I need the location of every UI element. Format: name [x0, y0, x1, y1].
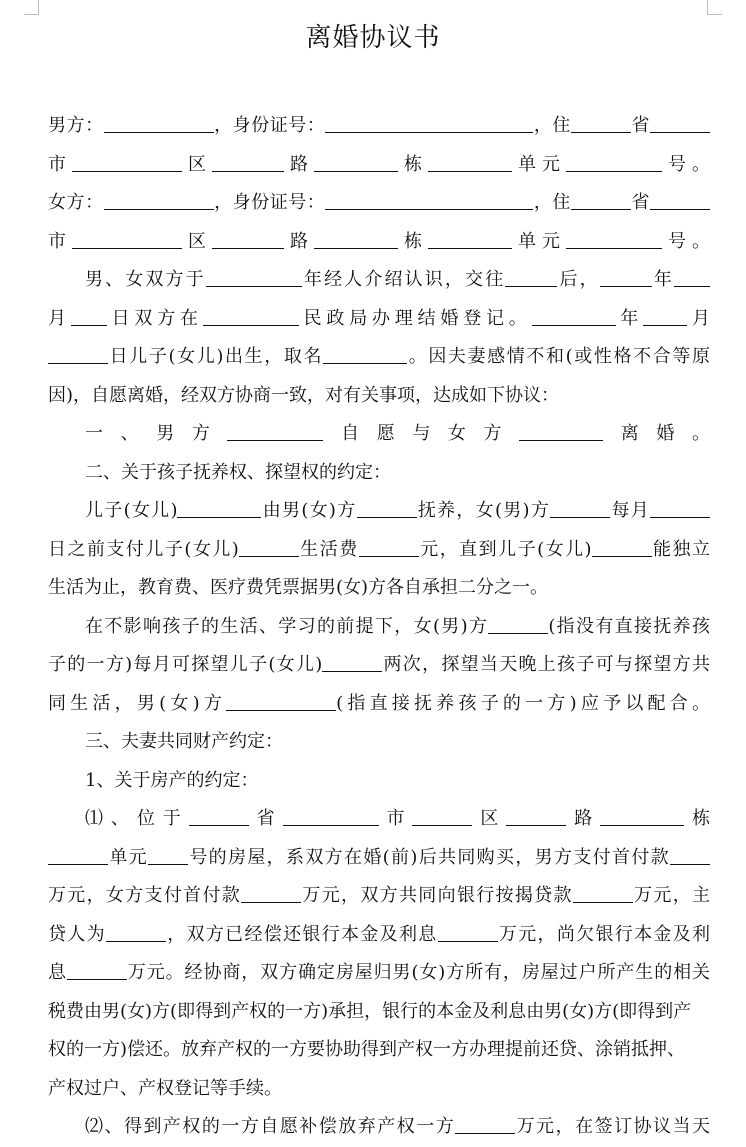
fill-in-blank[interactable]	[104, 189, 214, 210]
line-text: 日之前支付儿子(女儿)	[48, 538, 239, 560]
line-text: 产权过户、产权登记等手续。	[48, 1077, 282, 1099]
line-text: 年	[615, 307, 644, 329]
line-text: 栋	[398, 230, 428, 252]
fill-in-blank[interactable]	[325, 189, 533, 210]
line-text: 区	[472, 808, 507, 829]
line-text: (指没有直接抚养孩	[548, 615, 710, 637]
document-title: 离婚协议书	[305, 23, 441, 53]
line-text: 日儿子(女儿)出生，取名	[108, 346, 324, 367]
text-line	[48, 1031, 710, 1070]
line-text: 后，	[557, 269, 600, 290]
fill-in-blank[interactable]	[314, 151, 398, 172]
line-text: 。因夫妻感情不和(或性格不合等原	[407, 346, 710, 367]
fill-in-blank[interactable]	[212, 151, 284, 172]
fill-in-blank[interactable]	[48, 844, 108, 865]
fill-in-blank[interactable]	[203, 305, 299, 326]
line-text: 因)，自愿离婚，经双方协商一致，对有关事项，达成如下协议：	[48, 384, 560, 406]
text-line	[48, 146, 710, 185]
line-text: 路	[566, 808, 601, 829]
line-text: 市	[48, 230, 72, 252]
text-line	[48, 261, 710, 300]
text-line	[48, 531, 710, 570]
text-line	[48, 839, 710, 878]
line-text: 离婚。	[603, 423, 710, 444]
line-text: 万元，女方支付首付款	[48, 885, 242, 906]
text-line	[48, 685, 710, 724]
line-text: 万元，尚欠银行本金及利	[497, 923, 710, 945]
fill-in-blank[interactable]	[519, 420, 603, 441]
line-text: ，住	[533, 192, 571, 213]
text-line	[48, 762, 710, 801]
text-line	[48, 454, 710, 493]
page-corner-mark-right	[707, 0, 722, 15]
fill-in-blank[interactable]	[72, 151, 182, 172]
line-text: 男方：	[48, 115, 104, 136]
text-line	[48, 723, 710, 762]
text-line	[48, 1108, 710, 1147]
line-text: 月	[48, 307, 71, 329]
line-text: 元，直到儿子(女儿)	[418, 538, 592, 560]
fill-in-blank[interactable]	[239, 536, 299, 557]
fill-in-blank[interactable]	[428, 228, 512, 249]
line-text: 女方：	[48, 192, 104, 213]
fill-in-blank[interactable]	[532, 305, 616, 326]
text-line	[48, 1070, 710, 1109]
fill-in-blank[interactable]	[325, 112, 533, 133]
line-text: 权的一方)偿还。放弃产权的一方要协助得到产权一方办理提前还贷、涂销抵押、	[48, 1039, 686, 1060]
line-text: 栋	[398, 153, 428, 175]
line-text: (指直接抚养孩子的一方)应予以配合。	[336, 692, 710, 714]
fill-in-blank[interactable]	[106, 921, 166, 942]
line-text: ，身份证号：	[213, 192, 326, 213]
fill-in-blank[interactable]	[650, 497, 710, 518]
line-text: 年经人介绍认识，交往	[301, 269, 506, 290]
text-line	[48, 954, 710, 993]
fill-in-blank[interactable]	[455, 1113, 515, 1134]
fill-in-blank[interactable]	[566, 228, 662, 249]
text-line	[48, 877, 710, 916]
line-text: 月	[687, 307, 710, 329]
fill-in-blank[interactable]	[650, 189, 710, 210]
fill-in-blank[interactable]	[573, 882, 633, 903]
text-line	[48, 338, 710, 377]
fill-in-blank[interactable]	[48, 343, 108, 364]
fill-in-blank[interactable]	[189, 805, 249, 826]
line-text: 两次，探望当天晚上孩子可与探望方共	[382, 654, 710, 675]
line-text: 抚养，女(男)方	[416, 500, 551, 521]
line-text: 生活费	[298, 538, 359, 560]
fill-in-blank[interactable]	[412, 805, 472, 826]
fill-in-blank[interactable]	[428, 151, 512, 172]
line-text: 在不影响孩子的生活、学习的前提下，女(男)方	[85, 615, 489, 637]
line-text: 能独立	[651, 538, 710, 560]
text-line	[48, 377, 710, 416]
agreement-body	[48, 107, 710, 1147]
line-text: 三、夫妻共同财产约定：	[85, 731, 283, 752]
line-text: 单元	[512, 153, 566, 175]
line-text: 市	[48, 153, 72, 175]
line-text: 单元	[108, 846, 148, 868]
fill-in-blank[interactable]	[506, 805, 566, 826]
fill-in-blank[interactable]	[177, 497, 261, 518]
line-text: 区	[182, 230, 212, 252]
fill-in-blank[interactable]	[206, 266, 302, 287]
fill-in-blank[interactable]	[600, 266, 652, 287]
fill-in-blank[interactable]	[241, 882, 301, 903]
fill-in-blank[interactable]	[104, 112, 214, 133]
line-text: 号的房屋，系双方在婚(前)后共同购买，男方支付首付款	[188, 846, 671, 868]
line-text: 万元，主	[632, 885, 710, 906]
text-line	[48, 107, 710, 146]
line-text: 生活为止，教育费、医疗费凭票据男(女)方各自承担二分之一。	[48, 577, 549, 598]
fill-in-blank[interactable]	[488, 613, 548, 634]
line-text: 万元，双方共同向银行按揭贷款	[301, 885, 573, 906]
line-text: 单元	[512, 230, 566, 252]
text-line	[48, 800, 710, 839]
fill-in-blank[interactable]	[550, 497, 610, 518]
fill-in-blank[interactable]	[571, 112, 631, 133]
line-text: 万元，在签订协议当天	[515, 1116, 710, 1137]
fill-in-blank[interactable]	[674, 266, 710, 287]
line-text: 二、关于孩子抚养权、探望权的约定：	[85, 461, 391, 483]
line-text: 省	[630, 115, 651, 136]
line-text: 同生活，男(女)方	[48, 692, 227, 714]
line-text: 男、女双方于	[85, 269, 206, 290]
line-text: 税费由男(女)方(即得到产权的一方)承担，银行的本金及利息由男(女)方(即得到产	[48, 1000, 692, 1022]
line-text: 路	[284, 153, 314, 175]
line-text: 每月	[610, 500, 651, 521]
fill-in-blank[interactable]	[226, 690, 336, 711]
fill-in-blank[interactable]	[148, 844, 188, 865]
fill-in-blank[interactable]	[592, 536, 652, 557]
fill-in-blank[interactable]	[571, 189, 631, 210]
fill-in-blank[interactable]	[438, 921, 498, 942]
fill-in-blank[interactable]	[67, 959, 127, 980]
fill-in-blank[interactable]	[670, 844, 710, 865]
fill-in-blank[interactable]	[359, 536, 419, 557]
line-text: ⑴、位于	[85, 808, 189, 829]
line-text: 自愿与女方	[323, 423, 520, 444]
line-text: ，身份证号：	[213, 115, 326, 136]
line-text: 日双方在	[106, 307, 203, 329]
line-text: 市	[378, 808, 413, 829]
line-text: 子的一方)每月可探望儿子(女儿)	[48, 654, 323, 675]
text-line	[48, 646, 710, 685]
line-text: ，双方已经偿还银行本金及利息	[165, 923, 438, 945]
line-text: 万元。经协商，双方确定房屋归男(女)方所有，房屋过户所产生的相关	[126, 962, 710, 983]
text-line	[48, 223, 710, 262]
text-line	[48, 569, 710, 608]
fill-in-blank[interactable]	[227, 420, 323, 441]
line-text: 号。	[662, 153, 710, 175]
line-text: 儿子(女儿)	[85, 500, 178, 521]
line-text: ⑵、得到产权的一方自愿补偿放弃产权一方	[85, 1116, 456, 1137]
fill-in-blank[interactable]	[314, 228, 398, 249]
line-text: 号。	[662, 230, 710, 252]
text-line	[48, 492, 710, 531]
page-corner-mark-left	[24, 0, 39, 15]
text-line	[48, 916, 710, 955]
line-text: 民政局办理结婚登记。	[298, 307, 532, 329]
line-text: 贷人为	[48, 923, 106, 945]
text-line	[48, 608, 710, 647]
line-text: 一、男方	[85, 423, 228, 444]
fill-in-blank[interactable]	[71, 305, 107, 326]
text-line	[48, 184, 710, 223]
line-text: ，住	[533, 115, 571, 136]
fill-in-blank[interactable]	[72, 228, 182, 249]
fill-in-blank[interactable]	[357, 497, 417, 518]
line-text: 省	[630, 192, 651, 213]
fill-in-blank[interactable]	[650, 112, 710, 133]
fill-in-blank[interactable]	[566, 151, 662, 172]
line-text: 栋	[684, 808, 710, 829]
fill-in-blank[interactable]	[505, 266, 557, 287]
text-line	[48, 993, 710, 1032]
text-line	[48, 300, 710, 339]
fill-in-blank[interactable]	[643, 305, 687, 326]
fill-in-blank[interactable]	[323, 343, 407, 364]
fill-in-blank[interactable]	[322, 651, 382, 672]
fill-in-blank[interactable]	[283, 805, 379, 826]
line-text: 路	[284, 230, 314, 252]
line-text: 区	[182, 153, 212, 175]
text-line	[48, 415, 710, 454]
line-text: 年	[651, 269, 675, 290]
line-text: 由男(女)方	[261, 500, 357, 521]
line-text: 息	[48, 962, 67, 983]
fill-in-blank[interactable]	[600, 805, 684, 826]
line-text: 省	[248, 808, 283, 829]
fill-in-blank[interactable]	[212, 228, 284, 249]
line-text: 1、关于房产的约定：	[85, 769, 259, 791]
